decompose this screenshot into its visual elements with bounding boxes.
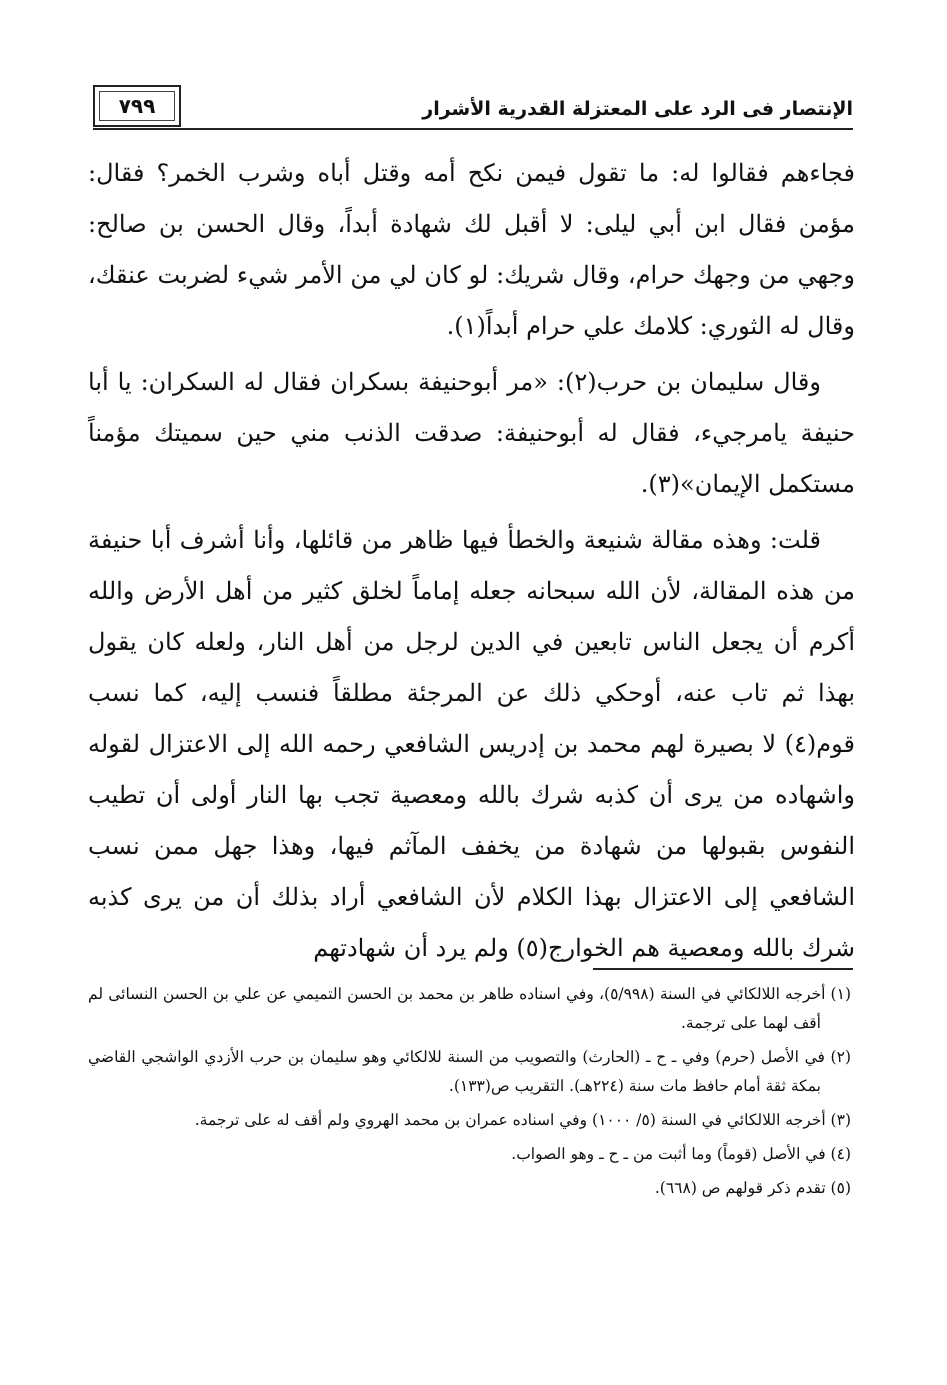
main-text: [88, 148, 855, 979]
paragraph: فجاءهم فقالوا له: ما تقول فيمن نكح أمه وقتل أباه وشرب الخمر؟ فقال: مؤمن فقال ابن أبي ليلى: لا أقبل لك شهادة أبداً، وقال الحسن بن صالح: وجهي من وجهك حرام، وقال شريك: لو كان لي من الأمر شيء لضربت عنقك، وقال له الثوري: كلامك علي حرام أبداً(١).: [88, 159, 855, 340]
footnote: (٤) في الأصل (قوماً) وما أثبت من ـ ح ـ وهو الصواب.: [511, 1145, 851, 1163]
page-number: ٧٩٩: [118, 94, 156, 118]
paragraph: وقال سليمان بن حرب(٢): «مر أبوحنيفة بسكران فقال له السكران: يا أبا حنيفة يامرجيء، فقال له أبوحنيفة: صدقت الذنب مني حين سميتك مؤمناً مستكمل الإيمان»(٣).: [88, 368, 855, 498]
footnote: (٥) تقدم ذكر قولهم ص (٦٦٨).: [654, 1179, 851, 1197]
footnote: (١) أخرجه اللالكائي في السنة (٥/٩٩٨)، وفي اسناده طاهر بن محمد بن الحسن التميمي عن علي بن الحسن النسائى لم أقف لهما على ترجمة.: [88, 985, 852, 1032]
paragraph: قلت: وهذه مقالة شنيعة والخطأ فيها ظاهر من قائلها، وأنا أشرف أبا حنيفة من هذه المقالة، لأن الله سبحانه جعله إماماً لخلق كثير من أهل الأرض والله أكرم أن يجعل الناس تابعين في الدين لرجل من أهل النار، ولعله كان يقول بهذا ثم تاب عنه، أوحكي ذلك عن المرجئة مطلقاً فنسب إليه، كما نسب قوم(٤) لا بصيرة لهم محمد بن إدريس الشافعي رحمه الله إلى الاعتزال لقوله واشهاده من يرى أن كذبه شرك بالله ومعصية تجب بها النار أولى أن تطيب النفوس بقبولها من شهادة من يخفف المآثم فيها، وهذا جهل ممن نسب الشافعي إلى الاعتزال بهذا الكلام لأن الشافعي أراد بذلك أن من يرى كذبه شرك بالله ومعصية هم الخوارج(٥) ولم يرد أن شهادتهم: [88, 526, 856, 962]
header-rule: [93, 128, 853, 130]
footnote: (٢) في الأصل (حرم) وفي ـ ح ـ (الحارث) والتصويب من السنة للالكائي وهو سليمان بن حرب الأزدي الواشجي القاضي بمكة ثقة أمام حافظ مات سنة (٢٢٤هـ). التقريب ص(١٣٣).: [88, 1048, 851, 1095]
footnote-separator: [593, 968, 853, 970]
page-number-box: [93, 85, 181, 127]
footnote: (٣) أخرجه اللالكائي في السنة (٥/ ١٠٠٠) وفي اسناده عمران بن محمد الهروي ولم أقف له على ترجمة.: [194, 1111, 851, 1129]
running-title: الإنتصار فى الرد على المعتزلة القدرية الأشرار: [422, 98, 853, 120]
footnotes: [88, 980, 851, 1208]
